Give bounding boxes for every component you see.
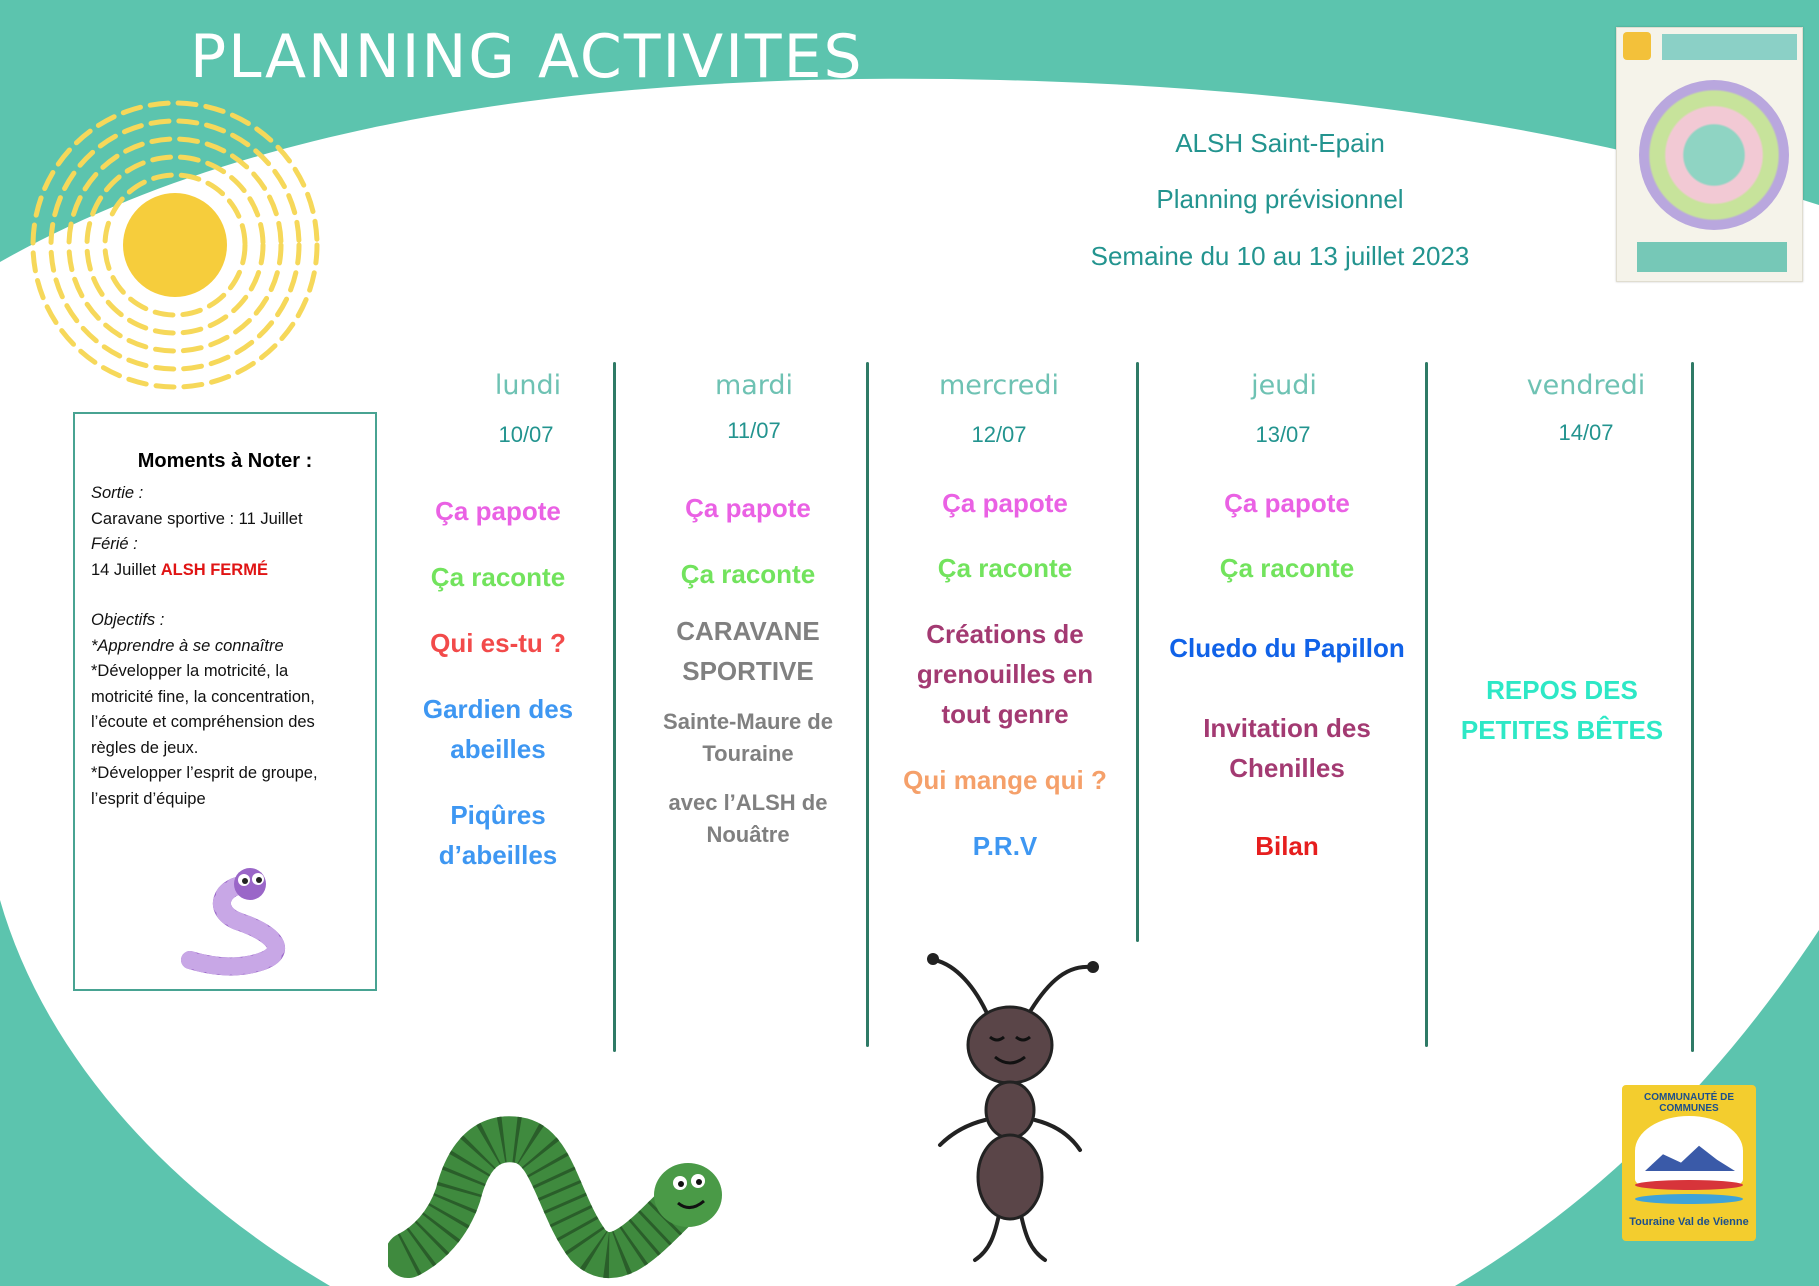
sun-icon [5,95,335,395]
activity: Gardien des abeilles [422,694,574,764]
date-mercredi: 12/07 [971,422,1027,447]
worm-icon [180,862,315,977]
week-label: Semaine du 10 au 13 juillet 2023 [1090,241,1470,271]
activity: P.R.V [972,831,1038,861]
logo-wave [1635,1180,1743,1190]
activity: Créations de grenouilles en tout genre [916,619,1094,729]
poster-logo [1623,32,1651,60]
objectif-1: *Apprendre à se connaître [91,636,284,655]
logo-bottom-text: Touraine Val de Vienne [1629,1216,1749,1228]
sortie-label: Sortie : [91,484,144,502]
day-vendredi: vendredi [1526,370,1646,401]
logo-top-text: COMMUNAUTÉ DE COMMUNES [1644,1092,1734,1114]
activity: Qui es-tu ? [430,628,566,658]
activity: Invitation des Chenilles [1203,713,1371,783]
objectif-3-line: *Développer l’esprit de groupe, [91,764,318,782]
activity: Ça papote [685,493,811,523]
activity: Ça raconte [1219,553,1355,583]
closed-badge: ALSH FERMÉ [160,560,268,579]
day-lundi: lundi [494,370,562,401]
activity: Sainte-Maure de Touraine [663,709,833,766]
objectif-3-line: l’esprit d’équipe [91,789,206,808]
activity: avec l’ALSH de Nouâtre [668,790,828,847]
logo-emblem [1635,1116,1743,1186]
notes-heading: Moments à Noter : [137,450,313,472]
logo-wave [1635,1194,1743,1204]
activity: Ça papote [1224,488,1350,518]
objectif-2-line: *Développer la motricité, la [91,662,289,680]
sortie-value: Caravane sportive : 11 Juillet [91,509,303,528]
column-divider [1425,362,1428,1047]
ferie-label: Férié : [91,535,138,553]
activity: Piqûres d’abeilles [438,800,558,870]
caterpillar-icon [388,1095,738,1285]
activity: Ça papote [942,488,1068,518]
activity: Ça raconte [430,562,566,592]
poster-footer-band [1637,242,1787,272]
activity: REPOS DES PETITES BÊTES [1460,675,1664,745]
activity: Ça papote [435,496,561,526]
day-mardi: mardi [714,370,794,401]
activity: Cluedo du Papillon [1169,633,1405,663]
activity: Ça raconte [937,553,1073,583]
poster-image [1616,27,1803,282]
community-logo [1622,1085,1756,1241]
ferie-line [75,558,375,584]
column-divider [613,362,616,1052]
ferie-date: 14 Juillet [91,560,157,579]
poster-title-band [1662,34,1797,60]
activity: Bilan [1255,831,1319,861]
activity: Qui mange qui ? [903,765,1107,795]
activity: Ça raconte [680,559,816,589]
date-jeudi: 13/07 [1255,422,1311,447]
objectif-2-line: règles de jeux. [91,738,199,757]
centre-name: ALSH Saint-Epain [1175,128,1385,158]
planning-subtitle: Planning prévisionnel [1156,184,1404,214]
date-lundi: 10/07 [498,422,554,447]
date-mardi: 11/07 [727,418,781,443]
column-divider [1136,362,1139,942]
ant-icon [905,945,1115,1275]
spacer [75,583,375,608]
page-title: PLANNING ACTIVITES [190,22,864,92]
activity: CARAVANE SPORTIVE [676,616,820,686]
objectif-2-line: l’écoute et compréhension des [91,713,315,731]
poster-insects-circle [1639,80,1789,230]
column-divider [1691,362,1694,1052]
objectif-2-line: motricité fine, la concentration, [91,687,315,706]
day-mercredi: mercredi [938,370,1060,401]
date-vendredi: 14/07 [1558,420,1614,445]
column-divider [866,362,869,1047]
objectifs-label: Objectifs : [91,611,165,629]
day-jeudi: jeudi [1251,370,1317,401]
